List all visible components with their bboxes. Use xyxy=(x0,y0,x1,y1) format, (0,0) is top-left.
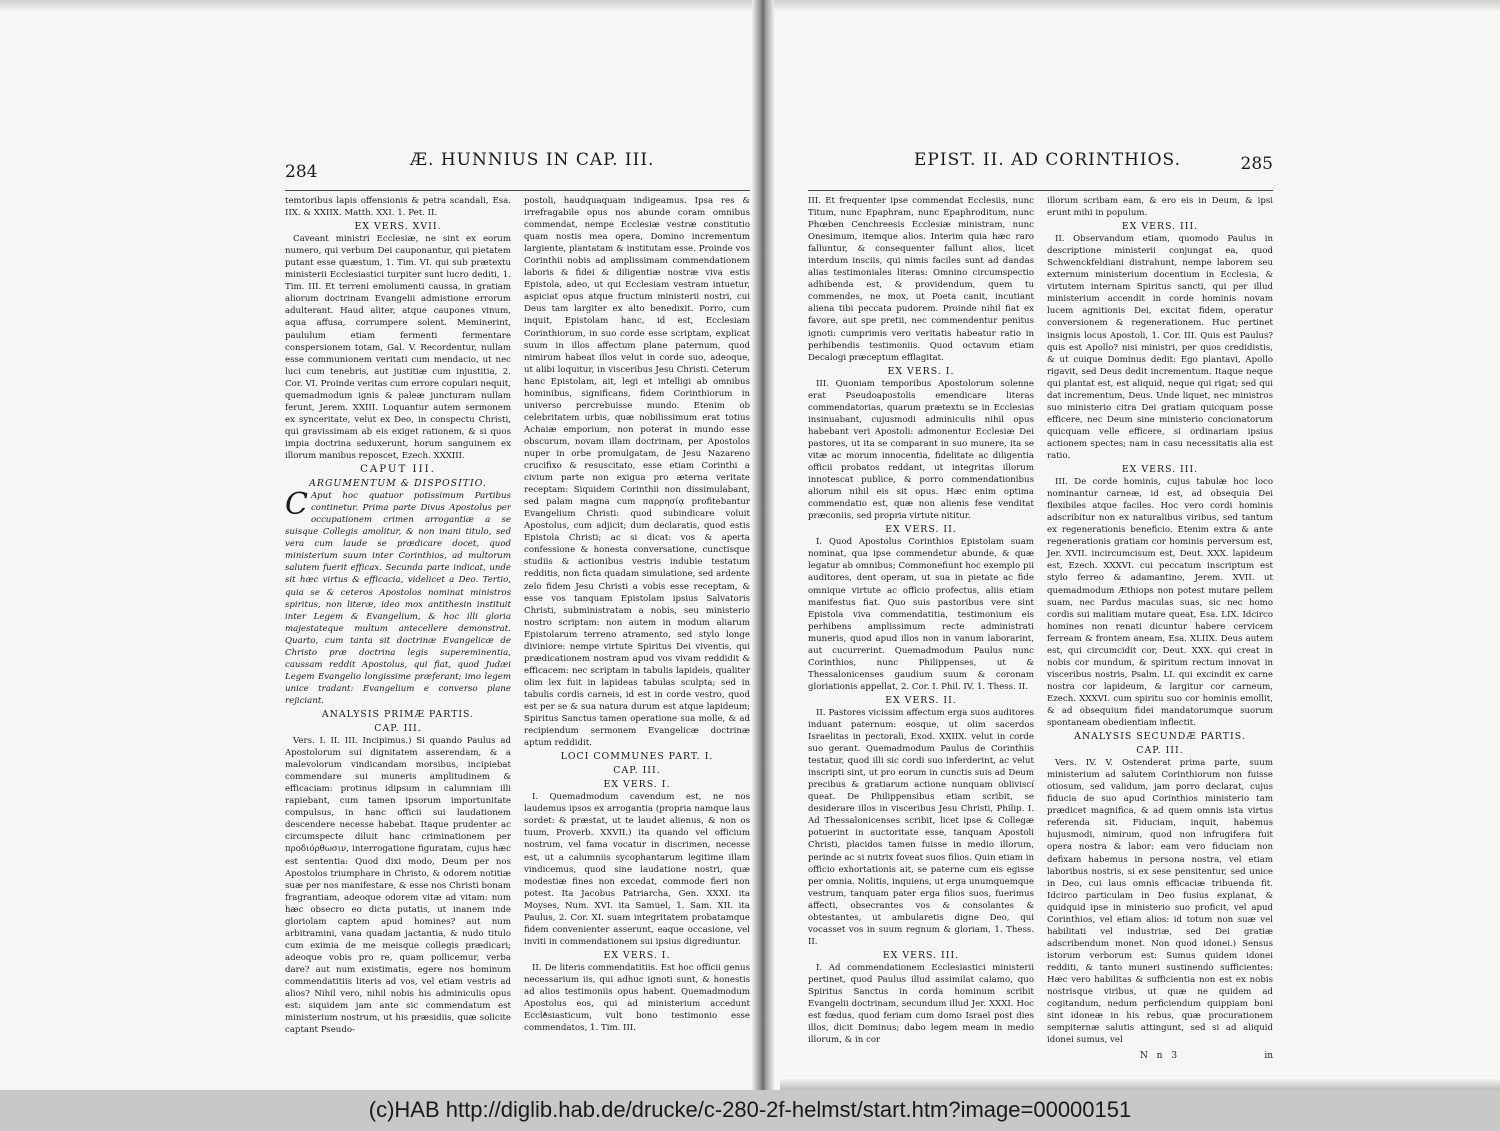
right-running-title: EPIST. II. AD CORINTHIOS. xyxy=(914,150,1182,170)
left-column-1 xyxy=(285,195,511,1036)
left-page-number: 284 xyxy=(285,162,318,182)
paragraph: postoli, haudquaquam indigeamus. Ipsa res & irrefragabile opus nos abunde coram omnibus commendat, nempe Ecclesiæ vestræ constitutio quam nostis mea opera, Domino incrementum largiente, plantatam & institutam esse. Proinde vos Corinthii nobis ad amplissimam commendationem laboris & fidei & diligentiæ nostræ viva estis Epistola, adeo, ut qui Ecclesiam vestram intuetur, aspiciat opus atque fructum ministerii nostri, cui Deus tam largiter ex alto benedixit. Porro, cum inquit, Epistolam hanc, id est, Ecclesiam Corinthiorum, in suo corde esse scriptam, explicat suum in illos affectum plane paternum, quod nimirum habeat illos velut in corde suo, adeoque, ut alibi loquitur, in visceribus Jesu Christi. Ceterum hanc Epistolam, ait, legi et intelligi ab omnibus hominibus, significans, fidem Corinthiorum in universo percrebuisse mundo. Etenim ob celebritatem urbis, quæ nobilissimum erat totius Achaiæ emporium, non poterat in mundo esse obscurum, novam illam doctrinam, per Apostolos nuper in orbe promulgatam, de Jesu Nazareno crucifixo & resuscitato, esse etiam Corinthi a civium parte non exigua pro æterna veritate receptam: Siquidem Corinthii non dissimulabant, sed palam magna cum παρρησίᾳ profitebantur Evangelium Christi: quod subindicare voluit Apostolus, cum adjicit; dum declaratis, quod estis Epistola Christi; ac si dicat: vos & aperta confessione & honesta conversatione, cunctisque studiis & actionibus vestris indubie testatum redditis, non ficta quadam simulatione, sed ardente zelo fidem Jesu Christi a vobis esse receptam, & esse vos tanquam Epistolam ipsius Salvatoris Christi, subministratam a nobis, seu ministerio nostro scriptam: non autem in modum aliarum Epistolarum terreno atramento, sed stylo longe diviniore: nempe virtute Spiritus Dei viventis, qui prædicationem nostram apud vos vivam reddidit & efficacem: nec scriptam in tabulis lapideis, qualiter olim lex fuit in lapideas tabulas sculpta; sed in tabulis cordis carneis, id est in corde vestro, quod est per se & sua natura durum est atque lapideum; Spiritus Sanctus tamen operatione sua molle, & ad recipiendum sermonem Evangelicæ doctrinæ aptum reddidit. xyxy=(524,196,750,749)
section-heading: EX VERS. I. xyxy=(603,949,671,961)
argument-heading: ARGUMENTUM & DISPOSITIO. xyxy=(309,478,487,490)
paragraph: I. Quemadmodum cavendum est, ne nos laudemus ipsos ex arrogantia (propria namque laus sordet: & præstat, ut te laudet alienus, & non os tuum, Proverb. XXVII.) ita quando vel officium nostrum, vel fama vocatur in discrimen, necesse est, ut a calumniis sycophantarum legitime illam vindicemus, quod sine laudatione nostri, quæ modestiæ fines non excedat, commode fieri non potest. Ita Jacobus Patriarcha, Gen. XXXI. ita Moyses, Num. XVI. ita Samuel, 1. Sam. XII. ita Paulus, 2. Cor. XI. suam integritatem probatamque fidem convenienter asserunt, eaque occasione, vel inviti in commendationem sui ipsius digrediuntur. xyxy=(524,792,750,947)
paragraph: Vers. I. II. III. Incipimus.) Si quando Paulus ad Apostolorum sui dignitatem asserendam, & a malevolorum vindicandam morsibus, incipiebat commendare sui muneris amplitudinem & efficaciam: protinus idipsum in calumniam illi rapiebant, cum tamen ipsorum importunitate compulsus, in hanc officii sui laudationem descendere necesse habebat. Itaque prudenter ac circumspecte diluit hanc criminationem per προδιόρθωσιν, interrogatione figuratam, cujus hæc est sententia: Quod dixi modo, Deum per nos Apostolos triumphare in Christo, & odorem notitiæ suæ per nos manifestare, & esse nos Christi bonam fragrantiam, adeoque odorem vitæ ad vitam: num hæc obsecro eo dicta putatis, ut inanem inde gloriolam captem apud homines? aut num arbitramini, vana quadam jactantia, & nudo titulo cum eximia de me meisque collegis prædicari; adeoque vobis pro re, quam pollicemur, verba dare? aut num existimatis, egere nos hominum commendatitiis literis ad vos, vel etiam vestris ad alios? Nihil vero, nihil nobis his adminiculis opus est: siquidem jam ante sic commendatum est ministerium nostrum, ut his præsidiis, quæ solicite captant Pseudo- xyxy=(285,736,511,1036)
paragraph: II. De literis commendatitiis. Est hoc officii genus necessarium iis, qui adhuc ignoti sunt, & honestis ad alios testimoniis opus habent. Quemadmodum Apostolus eos, qui ad ministerium accedunt Ecclesiasticum, vult bono testimonio esse commendatos, 1. Tim. III. xyxy=(524,962,750,1034)
paragraph: II. Pastores vicissim affectum erga suos auditores induant paternum: eosque, ut olim sacerdos Israelitas in pectorali, Exod. XXIIX. velut in corde suo gerant. Quemadmodum Paulus de Corinthiis testatur, quod illi sic cordi suo inferderint, ac velut inscripti sint, ut pro eorum in cunctis suis ad Deum precibus & gratiarum actione nunquam obliviscí queat. De Philippensibus etiam scribit, se desiderare illos in visceribus Jesu Christi, Philip. I. Ad Thessalonicenses scribit, licet ipse & Collegæ potuerint in auctoritate esse, tanquam Apostoli Christi, placidos tamen fuisse in medio illorum, perinde ac si nutrix foveat suos filios. Quin etiam in officio exhortationis ait, se paterne cum eis egisse per omnia. Nolitis, inquiens, ut erga unumquemque vestrum, tanquam pater erga filios suos, fuerimus affecti, obsecrantes vos & consolantes & obtestantes, ut ambularetis digne Deo, qui vocasset vos in suum regnum & gloriam, 1. Thess. II. xyxy=(808,707,1034,947)
copyright-footer xyxy=(0,1090,1500,1131)
paragraph: Vers. IV. V. Ostenderat prima parte, suum ministerium ad salutem Corinthiorum non fuisse otiosum, sed validum, jam porro declarat, cujus fiducia de suo apud Corinthios ministerio tam prædicet magnifica, & ad quem omnis ista virtus referenda sit. Fiduciam, inquit, habemus hujusmodi, nimirum, quod non infrugifera fuit opera nostra & labor: eam vero fiduciam non defixam habemus in persona nostra, vel etiam laboribus nostris, si ex sese pensitentur, sed unice in Deo, cui laus omnis efficaciæ tribuenda fit. Idcirco particulam in Deo fusius explanat, & quidquid ipse in ministerio suo proficit, vel apud Corinthios, vel etiam alios: id totum non suæ vel habilitati vel industriæ, sed Dei gratiæ adscribendum monet. Non quod idonei.) Sensus istorum verborum est: Sumus quidem idonei redditi, & tanto muneri sustinendo sufficientes: Hæc vero habilitas & sufficientia non est ex nobis nostrisque viribus, ut quæ ne quidem ad cogitandum, nedum perficiendum quippiam boni sint idoneæ in his rebus, quæ procurationem sempiternæ salutis attingunt, sed si ad aliquid idonei sumus, vel xyxy=(1047,758,1273,1046)
section-heading: CAP. III. xyxy=(1136,745,1184,757)
right-column-1 xyxy=(808,195,1034,1062)
paragraph: temtoribus lapis offensionis & petra scandali, Esa. IIX. & XXIIX. Matth. XXI. 1. Pet. II. xyxy=(285,196,511,219)
paragraph: C Aput hoc quatuor potissimum Partibus continetur. Prima parte Divus Apostolus per occupationem crimen arrogantiæ a se suisque Collegis amolitur, & non inani titulo, sed vera cum laude se prædicare docet, quod ministerium suum inter Corinthios, ad multorum salutem fuerit efficax. Secunda parte indicat, unde sit hæc virtus & efficacia, videlicet a Deo. Tertio, quia se & ceteros Apostolos nominat ministros spiritus, non literæ, ideo mox antithesin instituit inter Legem & Evangelium, & hoc illi gloria majestateque multum antecellere demonstrat. Quarto, cum tanta sit doctrinæ Evangelicæ de Christo præ doctrina legis supereminentia, caussam reddit Apostolus, qui fiat, quod Judæi Legem Evangelio longissime præferant; imo legem unice tradant: Evangelium e converso plane rejiciant. xyxy=(285,487,511,706)
left-page xyxy=(285,150,750,1036)
right-page-number: 285 xyxy=(1240,154,1273,174)
right-page xyxy=(808,150,1273,1062)
right-running-head xyxy=(808,150,1273,191)
catchword: in xyxy=(1264,1051,1273,1062)
paragraph: III. De corde hominis, cujus tabulæ hoc loco nominantur carneæ, id est, ad obsequia Dei flexibiles atque faciles. Hoc vero cordi hominis adscribitur non ex naturalibus viribus, sed tantum ex regenerationis beneficio. Etenim extra & ante regenerationis gratiam cor hominis perversum est, Jer. XVII. incircumcisum est, Deut. XXX. lapideum est, Ezech. XXXVI. cui peccatum inscriptum est stylo ferreo & adamantino, Jerem. XVII. ut quemadmodum Æthiops non potest mutare pellem suam, nec Pardus maculas suas, sic nec homo cordis sui malitiam mutare queat, Esa. LIX. Idcirco homines non renati dicuntur habere cervicem ferream & frontem aneam, Esa. XLIIX. Deus autem est, qui circumcidit cor, Deut. XXX. qui creat in nobis cor mundum, & spiritum rectum innovat in visceribus nostris, Psalm. LI. qui excindit ex carne nostra cor lapideum, & largitur cor carneum, Ezech. XXXVI. cum spiritu suo cor hominis emollit, & ad obsequium fidei mandatorumque suorum spontaneam obedientiam inflectit. xyxy=(1047,477,1273,729)
signature-mark: N n 3 xyxy=(1139,1051,1181,1062)
drop-capital-c: C xyxy=(285,487,308,523)
section-heading: EX VERS. III. xyxy=(1121,221,1199,233)
paragraph: III. Quoniam temporibus Apostolorum solenne erat Pseudoapostolis emendicare literas commendatorias, quarum prætextu se in Ecclesias insinuabant, cujusmodi adminiculis nihil opus habebant veri Apostoli: admonentur Ecclesiæ Dei pastores, ut ita se comparant in suo munere, ita se vitæ ac morum innocentia, fidelitate ac diligentia officii probatos reddant, ut integritas illorum innotescat publice, & porro commendationibus aliorum nihil eis sit opus. Hæc enim optima commendatio est, quæ non alienis fese venditat præconiis, sed propria virtute nititur. xyxy=(808,378,1034,522)
left-column-2 xyxy=(524,195,750,1036)
section-heading: LOCI COMMUNES PART. I. xyxy=(560,751,714,763)
page-edge-shadow xyxy=(780,1078,1500,1090)
section-heading: EX VERS. III. xyxy=(882,949,960,961)
section-heading: EX VERS. XVII. xyxy=(354,221,442,233)
section-heading: EX VERS. II. xyxy=(885,694,957,706)
chapter-heading: CAPUT III. xyxy=(360,464,436,476)
section-heading: EX VERS. I. xyxy=(887,365,955,377)
paragraph: II. Observandum etiam, quomodo Paulus in descriptione ministerii conjungat ea, quod Schwenckfeldiani distrahunt, nempe laborem seu externum ministerium docentium in Ecclesia, & virtutem internam Spiritus sancti, qui per illud ministerium accendit in corde hominis novam lucem agnitionis Dei, excitat fidem, operatur conversionem & regenerationem. Huc pertinet insignis locus Apostoli, 1. Cor. III. Quis est Paulus? quis est Apollo? nisi ministri, per quos credidistis, & ut cuique Dominus dedit: Ego plantavi, Apollo rigavit, sed Deus dedit incrementum. Itaque neque qui plantat est, est aliquid, neque qui rigat; sed qui dat incrementum, Deus. Unde liquet, nec ministros suo ministerio citra Dei gratiam quicquam posse efficere, nec Deum sine ministerio concionatorum quicquam velle efficere, si ordinariam ipsius actionem spectes; nam in casu necessitatis alia est ratio. xyxy=(1047,234,1273,461)
section-heading: CAP. III. xyxy=(374,723,422,735)
section-heading: EX VERS. III. xyxy=(1121,464,1199,476)
paragraph: III. Et frequenter ipse commendat Ecclesiis, nunc Titum, nunc Epaphram, nunc Epaphroditum, nunc Phœben Cenchreesis Ecclesiæ ministram, nunc Onesimum, itemque alios. Interim quia hæc raro falluntur, & consequenter fallunt alios, licet interdum insciis, qui nimis faciles sunt ad dandas alias testimoniales literas: Omnino circumspectio adhibenda est, & providendum, quem tu commendes, ne mox, ut Poeta canit, incutiant aliena tibi peccata pudorem. Proinde nihil fiat ex favore, aut spe pretii, nec commendentur penitus ignoti: cumprimis vero veritatis habeatur ratio in perhibendis testimoniis. Quod octavum etiam Decalogi præceptum efflagitat. xyxy=(808,196,1034,363)
book-gutter xyxy=(752,0,774,1090)
left-running-head xyxy=(285,150,750,191)
left-running-title: Æ. HUNNIUS IN CAP. III. xyxy=(410,150,655,170)
paragraph: I. Ad commendationem Ecclesiastici ministerii pertinet, quod Paulus illud assimilat calamo, quo Spiritus Sanctus in corda hominum scribit Evangelii doctrinam, secundum illud Jer. XXXI. Hoc est fœdus, quod feriam cum domo Israel post dies illos, dicit Dominus; dabo legem meam in medio illorum, & in cor xyxy=(808,962,1034,1046)
footer-url-text: (c)HAB http://diglib.hab.de/drucke/c-280-2f-helmst/start.htm?image=00000151 xyxy=(368,1097,1132,1122)
scan-top-shadow xyxy=(0,0,1500,12)
section-heading: EX VERS. II. xyxy=(885,524,957,536)
paragraph: Caveant ministri Ecclesiæ, ne sint ex eorum numero, qui verbum Dei cauponantur, qui pietatem putant esse quæstum, 1. Tim. VI. qui sub prætextu ministerii Ecclesiastici turpiter sunt lucro dediti, 1. Tim. III. Et terreni emolumenti caussa, in gratiam aliorum doctrinam Evangelii admistione errorum adulterant. Haud aliter, atque caupones vinum, aqua affusa, corrumpere solent. Meminerint, paululum etiam fermenti fermentare conspersionem totam, Gal. V. Recordentur, nullam esse communionem veritati cum mendacio, ut nec luci cum tenebris, aut justitiæ cum injustitia, 2. Cor. VI. Proinde veritas cum errore copulari nequit, quemadmodum ignis & paleæ juncturam nullam ferunt, Jerem. XXIII. Loquantur autem sermonem ex synceritate, velut ex Deo, in conspectu Christi, qui gravissimam ab eis exiget rationem, & si quos impia doctrina seduxerunt, horum sanguinem ex illorum manibus reposcet, Ezech. XXXIII. xyxy=(285,234,511,461)
paragraph: I. Quod Apostolus Corinthios Epistolam suam nominat, qua ipse commendetur abunde, & quæ legatur ab omnibus; Commonefiunt hoc exemplo pii auditores, dent operam, ut sua in pietate ac fide omnique virtute ac officio profectus, aliis etiam manifestus fiat. Quo suis pastoribus vere sint Epistola viva commendatitia, testimonium eis perhibens amplissimum recte administrati muneris, quod apud illos non in vanum laborarint, aut cucurrerint. Quemadmodum Paulus nunc Corinthios, nunc Philippenses, ut & Thessalonicenses gaudium suum & coronam gloriationis appellat, 2. Cor. I. Phil. IV. 1. Thess. II. xyxy=(808,537,1034,692)
right-column-2 xyxy=(1047,195,1273,1062)
analysis-heading: ANALYSIS SECUNDÆ PARTIS. xyxy=(1074,731,1246,743)
analysis-heading: ANALYSIS PRIMÆ PARTIS. xyxy=(321,708,475,720)
section-heading: CAP. III. xyxy=(613,765,661,777)
paragraph: illorum scribam eam, & ero eis in Deum, & ipsi erunt mihi in populum. xyxy=(1047,196,1273,219)
section-heading: EX VERS. I. xyxy=(603,779,671,791)
